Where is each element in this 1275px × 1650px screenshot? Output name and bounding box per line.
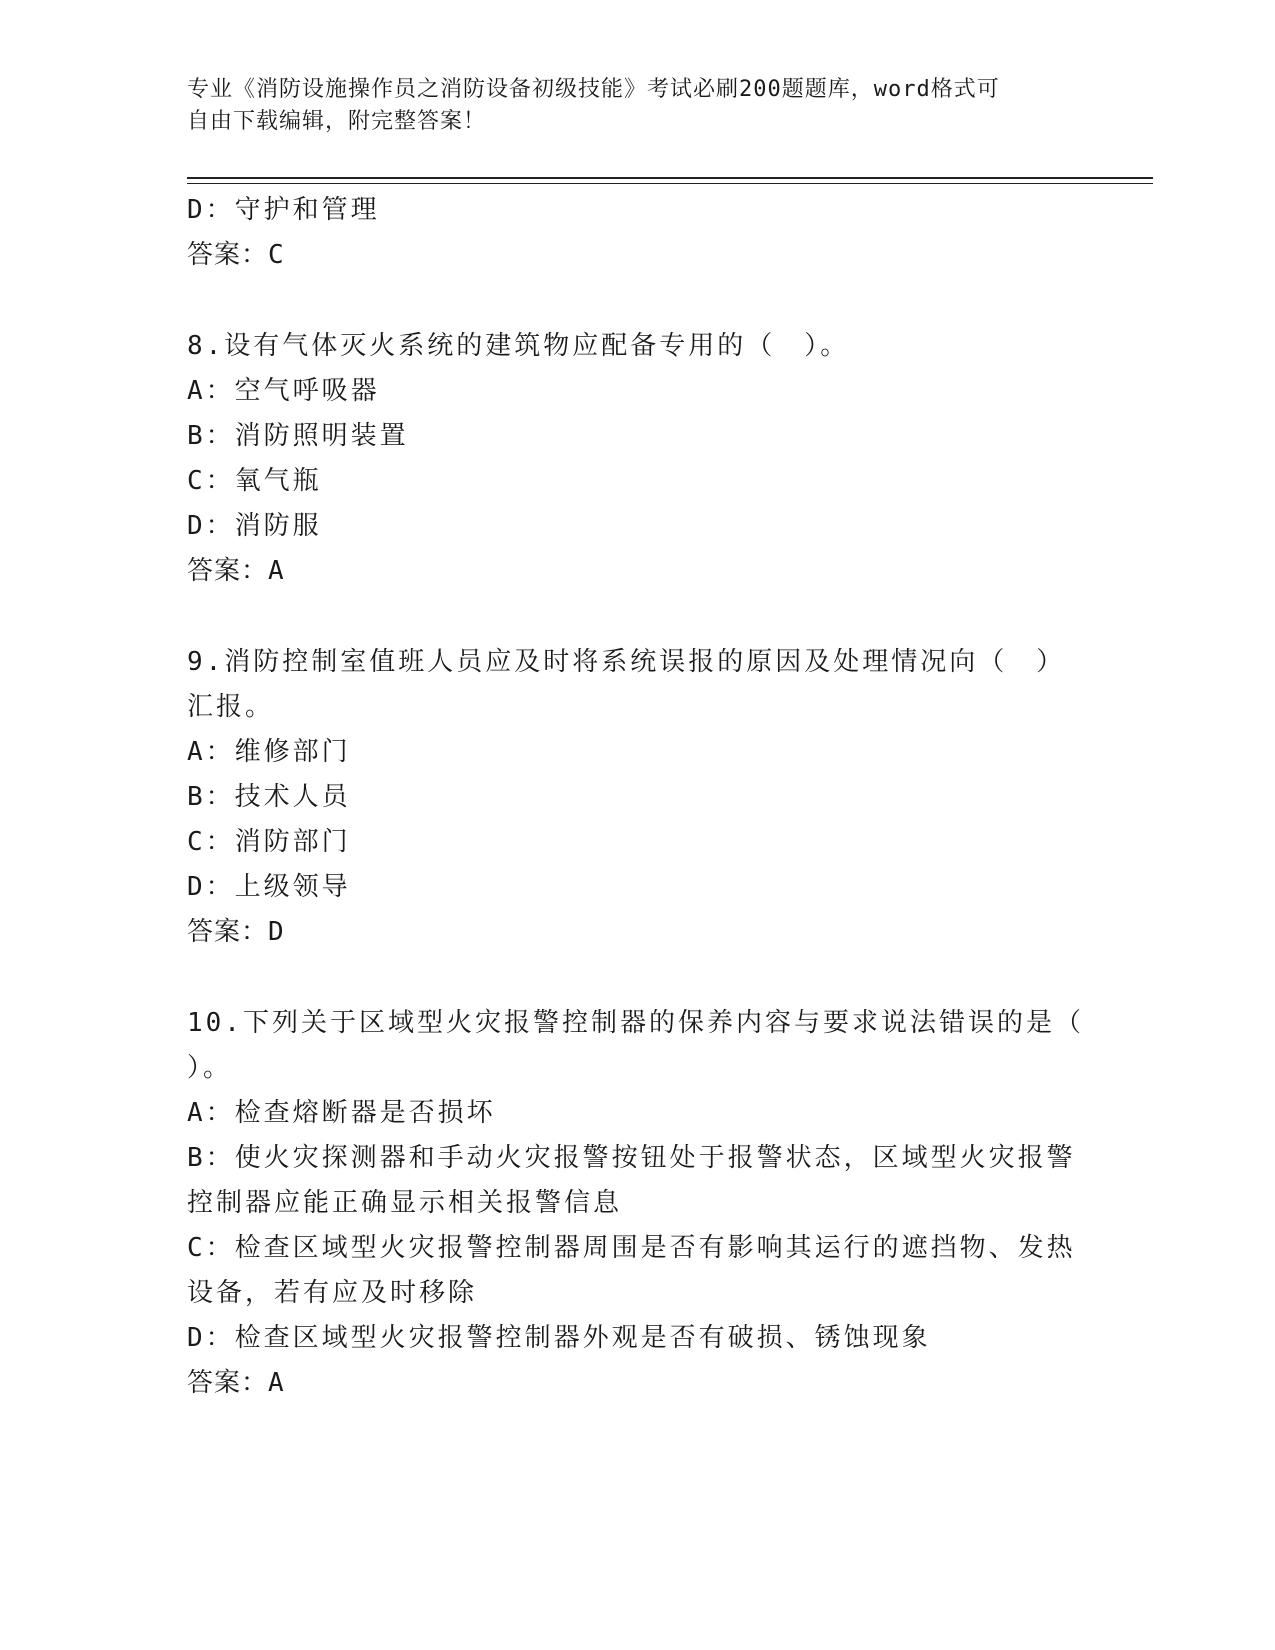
spacer xyxy=(187,278,1067,324)
q9-option-a: A：维修部门 xyxy=(187,737,351,767)
header-rule-thick xyxy=(187,177,1153,179)
q8-option-a: A：空气呼吸器 xyxy=(187,376,380,406)
question-content xyxy=(187,188,1084,1406)
q8-stem: 8.设有气体灭火系统的建筑物应配备专用的（ ）。 xyxy=(187,331,850,361)
q8-answer: 答案：A xyxy=(187,556,285,586)
q10-option-a: A：检查熔断器是否损坏 xyxy=(187,1098,496,1128)
q9-option-d: D：上级领导 xyxy=(187,872,351,902)
prev-answer: 答案：C xyxy=(187,240,285,270)
spacer xyxy=(187,594,1067,640)
q8-option-d: D：消防服 xyxy=(187,511,322,541)
spacer xyxy=(187,955,1067,1001)
q10-option-c-line-1: C：检查区域型火灾报警控制器周围是否有影响其运行的遮挡物、发热 xyxy=(187,1233,1076,1263)
q10-answer: 答案：A xyxy=(187,1368,285,1398)
q9-option-c: C：消防部门 xyxy=(187,827,351,857)
q9-answer: 答案：D xyxy=(187,917,285,947)
q10-stem-line-1: 10.下列关于区域型火灾报警控制器的保养内容与要求说法错误的是（ xyxy=(187,1008,1084,1038)
q10-stem-line-2: ）。 xyxy=(187,1053,233,1083)
q10-option-c-line-2: 设备，若有应及时移除 xyxy=(187,1278,478,1308)
q10-option-b-line-1: B：使火灾探测器和手动火灾报警按钮处于报警状态，区域型火灾报警 xyxy=(187,1143,1076,1173)
q10-option-b-line-2: 控制器应能正确显示相关报警信息 xyxy=(187,1188,623,1218)
q9-option-b: B：技术人员 xyxy=(187,782,351,812)
prev-option-d: D：守护和管理 xyxy=(187,195,380,225)
header-line-1: 专业《消防设施操作员之消防设备初级技能》考试必刷200题题库，word格式可 xyxy=(187,77,1000,102)
page-header xyxy=(187,74,1087,138)
q9-stem-line-1: 9.消防控制室值班人员应及时将系统误报的原因及处理情况向（ ） xyxy=(187,647,1066,677)
q8-option-b: B：消防照明装置 xyxy=(187,421,409,451)
q10-option-d: D：检查区域型火灾报警控制器外观是否有破损、锈蚀现象 xyxy=(187,1323,931,1353)
q8-option-c: C：氧气瓶 xyxy=(187,466,322,496)
header-line-2: 自由下载编辑，附完整答案！ xyxy=(187,109,487,134)
q9-stem-line-2: 汇报。 xyxy=(187,692,275,722)
header-rule-thin xyxy=(187,183,1153,184)
